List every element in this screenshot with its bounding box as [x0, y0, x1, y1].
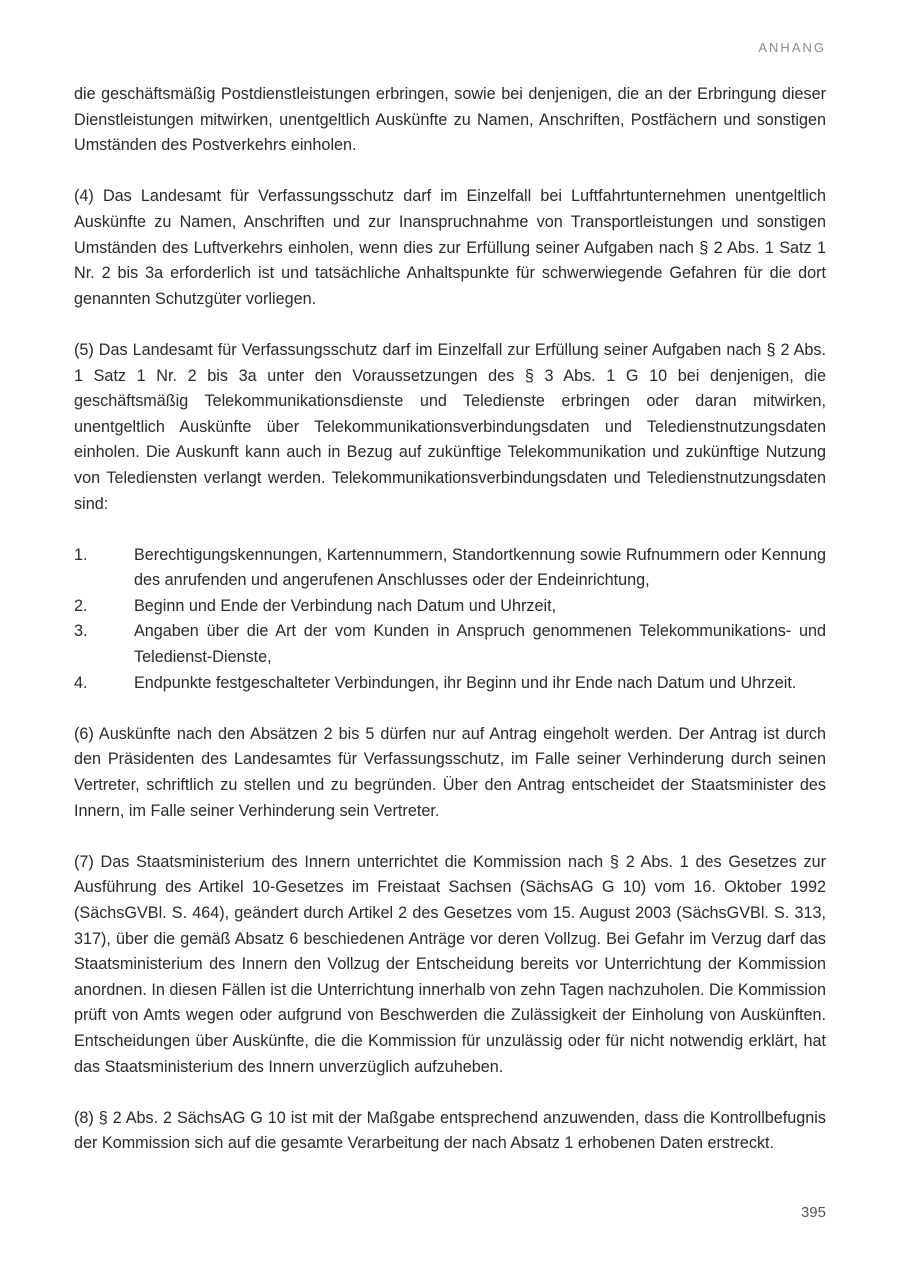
- paragraph-4: (4) Das Landesamt für Verfassungsschutz darf im Einzelfall bei Luftfahrtunternehmen unentgeltlich Auskünfte zu Namen, Anschriften und zur Inanspruchnahme von Transportleistungen und sonstigen Umständen des Luftverkehrs einholen, wenn dies zur Erfüllung seiner Aufgaben nach § 2 Abs. 1 Satz 1 Nr. 2 bis 3a erforderlich ist und tatsächliche Anhaltspunkte für schwerwiegende Gefahren für die dort genannten Schutzgüter vorliegen.: [74, 187, 826, 308]
- page-number: 395: [800, 1204, 826, 1221]
- running-head: ANHANG: [758, 40, 826, 55]
- list-number: 3.: [74, 622, 88, 641]
- document-body: [74, 82, 826, 1183]
- paragraph-8: (8) § 2 Abs. 2 SächsAG G 10 ist mit der Maßgabe entsprechend anzuwenden, dass die Kontrollbefugnis der Kommission sich auf die gesamte Verarbeitung der nach Absatz 1 erhobenen Daten erstreckt.: [74, 1108, 826, 1153]
- paragraph-7: (7) Das Staatsministerium des Innern unterrichtet die Kommission nach § 2 Abs. 1 des Gesetzes zur Ausführung des Artikel 10-Gesetzes im Freistaat Sachsen (SächsAG G 10) vom 16. Oktober 1992 (SächsGVBl. S. 464), geändert durch Artikel 2 des Gesetzes vom 15. August 2003 (SächsGVBl. S. 313, 317), über die gemäß Absatz 6 beschiedenen Anträge vor deren Vollzug. Bei Gefahr im Verzug darf das Staatsministerium des Innern den Vollzug der Entscheidung bereits vor Unterrichtung der Kommission anordnen. In diesen Fällen ist die Unterrichtung innerhalb von zehn Tagen nachzuholen. Die Kommission prüft von Amts wegen oder aufgrund von Beschwerden die Zulässigkeit der Einholung von Auskünften. Entscheidungen über Auskünfte, die die Kommission für unzulässig oder für nicht notwendig erklärt, hat das Staatsministerium des Innern unverzüglich aufzuheben.: [74, 852, 826, 1076]
- paragraph-continuation: die geschäftsmäßig Postdienstleistungen erbringen, sowie bei denjenigen, die an der Erbringung dieser Dienstleistungen mitwirken, unentgeltlich Auskünfte zu Namen, Anschriften, Postfächern und sonstigen Umständen des Postverkehrs einholen.: [74, 85, 826, 155]
- list-text: Berechtigungskennungen, Kartennummern, Standortkennung sowie Rufnummern oder Kennung des anrufenden und angerufenen Anschlusses oder der Endeinrichtung,: [134, 545, 826, 590]
- list-text: Endpunkte festgeschalteter Verbindungen, ihr Beginn und ihr Ende nach Datum und Uhrzeit.: [134, 673, 797, 692]
- list-text: Angaben über die Art der vom Kunden in Anspruch genommenen Telekommunikations- und Teledienst-Dienste,: [134, 622, 826, 667]
- list-item: [74, 671, 826, 697]
- paragraph-6: (6) Auskünfte nach den Absätzen 2 bis 5 dürfen nur auf Antrag eingeholt werden. Der Antrag ist durch den Präsidenten des Landesamtes für Verfassungsschutz, im Falle seiner Verhinderung durch seinen Vertreter, schriftlich zu stellen und zu begründen. Über den Antrag entscheidet der Staatsminister des Innern, im Falle seiner Verhinderung sein Vertreter.: [74, 724, 826, 820]
- list-item: [74, 619, 826, 670]
- list-item: [74, 543, 826, 594]
- data-type-list: [74, 543, 826, 697]
- list-text: Beginn und Ende der Verbindung nach Datum und Uhrzeit,: [134, 596, 557, 615]
- paragraph-5: (5) Das Landesamt für Verfassungsschutz darf im Einzelfall zur Erfüllung seiner Aufgaben nach § 2 Abs. 1 Satz 1 Nr. 2 bis 3a unter den Voraussetzungen des § 3 Abs. 1 G 10 bei denjenigen, die geschäftsmäßig Telekommunikationsdienste und Teledienste erbringen oder daran mitwirken, unentgeltlich Auskünfte über Telekommunikationsverbindungsdaten und Teledienstnutzungsdaten einholen. Die Auskunft kann auch in Bezug auf zukünftige Telekommunikation und zukünftige Nutzung von Telediensten verlangt werden. Telekommunikationsverbindungsdaten und Teledienstnutzungsdaten sind:: [74, 340, 826, 513]
- list-number: 4.: [74, 673, 88, 692]
- list-number: 2.: [74, 596, 88, 615]
- list-number: 1.: [74, 545, 88, 564]
- list-item: [74, 594, 826, 620]
